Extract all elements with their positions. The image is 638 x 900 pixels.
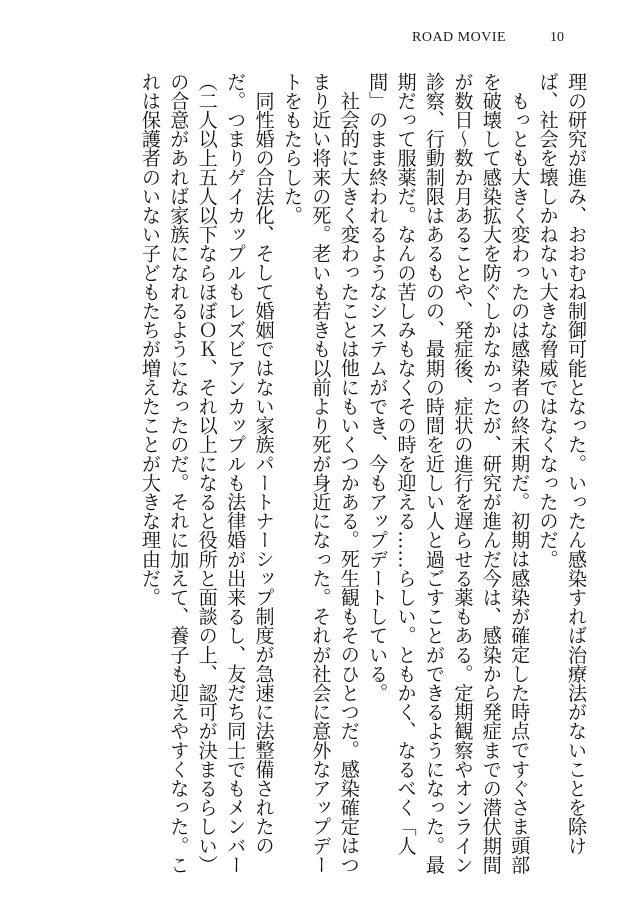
page-number: 10	[550, 30, 564, 45]
paragraph-view-of-death: 社会的に大きく変わったことは他にもいくつかある。死生観もそのひとつだ。感染確定はつまり近い将来の死。老いも若きも以前より死が身近になった。それが社会に意外なアップデートをもたらした。	[280, 72, 361, 875]
paragraph-terminal-stage: もっとも大きく変わったのは感染者の終末期だ。初期は感染が確定した時点ですぐさま頭部を破壊して感染拡大を防ぐしかなかったが、研究が進んだ今は、感染から発症までの潜伏期間が数日〜数か月あることや、発症後、症状の進行を遅らせる薬もある。定期観察やオンライン診察、行動制限はあるものの、最期の時間を近しい人と過ごすことができるようになった。最期だって服薬だ。なんの苦しみもなくその時を迎える……らしい。ともかく、なるべく「人間」のまま終われるようなシステムができ、今もアップデートしている。	[366, 72, 532, 875]
paragraph-continued: 理の研究が進み、おおむね制御可能となった。いったん感染すれば治療法がないことを除けば、社会を壊しかねない大きな脅威ではなくなったのだ。	[536, 72, 588, 856]
running-title: ROAD MOVIE	[412, 30, 507, 45]
body-text	[30, 72, 590, 878]
running-head	[400, 30, 580, 50]
paragraph-same-sex-marriage: 同性婚の合法化、そして婚姻ではない家族パートナーシップ制度が急速に法整備されたのだ。つまりゲイカップルもレズビアンカップルも法律婚が出来るし、友だち同士でもメンバー（二人以上五人以下ならほぼＯＫ、それ以上になると役所と面談の上、認可が決まるらしい）の合意があれば家族になれるようになったのだ。それに加えて、養子も迎えやすくなった。これは保護者のいない子どもたちが増えたことが大きな理由だ。	[138, 72, 276, 875]
